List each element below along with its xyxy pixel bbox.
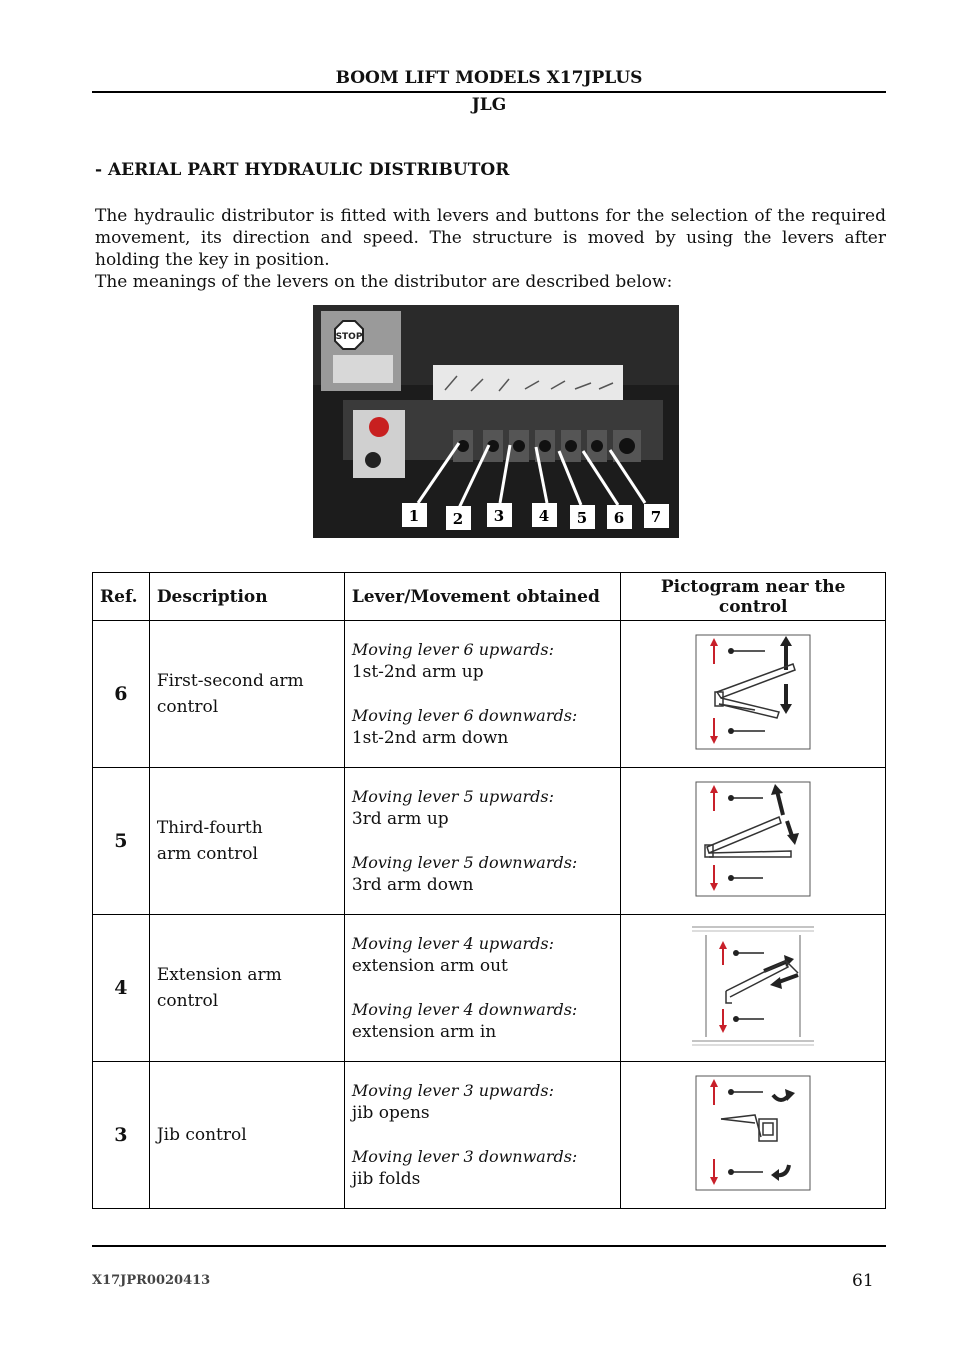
intro-paragraph-2: The meanings of the levers on the distributor are described below:	[95, 272, 673, 292]
row-pictogram	[621, 621, 886, 768]
down-label: Moving lever 5 downwards:	[351, 853, 578, 872]
row-lever-movement	[344, 1062, 621, 1209]
callout-2: 2	[452, 510, 464, 528]
callout-6: 6	[613, 509, 625, 527]
distributor-photo	[313, 305, 679, 538]
header-ref: Ref.	[93, 573, 150, 621]
up-text: jib opens	[351, 1103, 430, 1123]
callout-4: 4	[538, 507, 550, 525]
row-lever-movement	[344, 915, 621, 1062]
row-description	[149, 1062, 344, 1209]
jib-pictogram-icon	[695, 1075, 811, 1191]
header-lever-movement: Lever/Movement obtained	[344, 573, 621, 621]
up-text: 1st-2nd arm up	[351, 662, 484, 682]
down-label: Moving lever 4 downwards:	[351, 1000, 578, 1019]
down-label: Moving lever 6 downwards:	[351, 706, 578, 725]
callout-7: 7	[650, 508, 662, 526]
stop-sign-icon	[335, 321, 363, 349]
header-rule	[92, 91, 886, 93]
lever-table	[92, 572, 886, 1209]
down-text: 1st-2nd arm down	[351, 728, 509, 748]
down-text: 3rd arm down	[351, 875, 474, 895]
stop-sign-text: STOP	[335, 332, 363, 342]
desc-line-2: control	[156, 697, 219, 717]
desc-line-1: First-second arm	[156, 671, 304, 691]
row-lever-movement	[344, 621, 621, 768]
desc-line-1: Extension arm control	[156, 965, 282, 1011]
table-row	[93, 915, 886, 1062]
table-row	[93, 768, 886, 915]
document-code: X17JPR0020413	[92, 1273, 211, 1288]
extension-arm-pictogram-icon	[690, 925, 816, 1047]
callout-5: 5	[576, 509, 588, 527]
boom-3rd-arm-pictogram-icon	[695, 781, 811, 897]
header-description: Description	[149, 573, 344, 621]
desc-line-1: Jib control	[156, 1125, 247, 1145]
boom-1st-2nd-arm-pictogram-icon	[695, 634, 811, 750]
row-lever-movement	[344, 768, 621, 915]
row-ref: 3	[93, 1062, 150, 1209]
table-row	[93, 1062, 886, 1209]
row-pictogram	[621, 1062, 886, 1209]
row-description	[149, 915, 344, 1062]
section-title: - AERIAL PART HYDRAULIC DISTRIBUTOR	[95, 160, 510, 180]
up-label: Moving lever 6 upwards:	[351, 640, 554, 659]
table-header-row	[93, 573, 886, 621]
header-pictogram: Pictogram near the control	[621, 573, 886, 621]
row-ref: 5	[93, 768, 150, 915]
table-row	[93, 621, 886, 768]
row-ref: 6	[93, 621, 150, 768]
down-label: Moving lever 3 downwards:	[351, 1147, 578, 1166]
up-label: Moving lever 5 upwards:	[351, 787, 554, 806]
row-ref: 4	[93, 915, 150, 1062]
callout-3: 3	[493, 507, 505, 525]
up-label: Moving lever 3 upwards:	[351, 1081, 554, 1100]
footer-rule	[92, 1245, 886, 1247]
desc-line-2: arm control	[156, 844, 258, 864]
document-brand: JLG	[471, 95, 507, 115]
callout-1: 1	[408, 507, 420, 525]
up-text: 3rd arm up	[351, 809, 449, 829]
row-description	[149, 621, 344, 768]
intro-paragraph-1: The hydraulic distributor is fitted with levers and buttons for the selection of the required movement, its direction and speed. The structure is moved by using the levers after holding the key in position.	[95, 206, 886, 270]
row-pictogram	[621, 768, 886, 915]
row-pictogram	[621, 915, 886, 1062]
intro-text	[95, 205, 886, 293]
desc-line-1: Third-fourth	[156, 818, 263, 838]
up-text: extension arm out	[351, 956, 508, 976]
up-label: Moving lever 4 upwards:	[351, 934, 554, 953]
down-text: extension arm in	[351, 1022, 497, 1042]
down-text: jib folds	[351, 1169, 421, 1189]
page-number: 61	[852, 1271, 874, 1291]
row-description	[149, 768, 344, 915]
document-title: BOOM LIFT MODELS X17JPLUS	[335, 68, 643, 88]
